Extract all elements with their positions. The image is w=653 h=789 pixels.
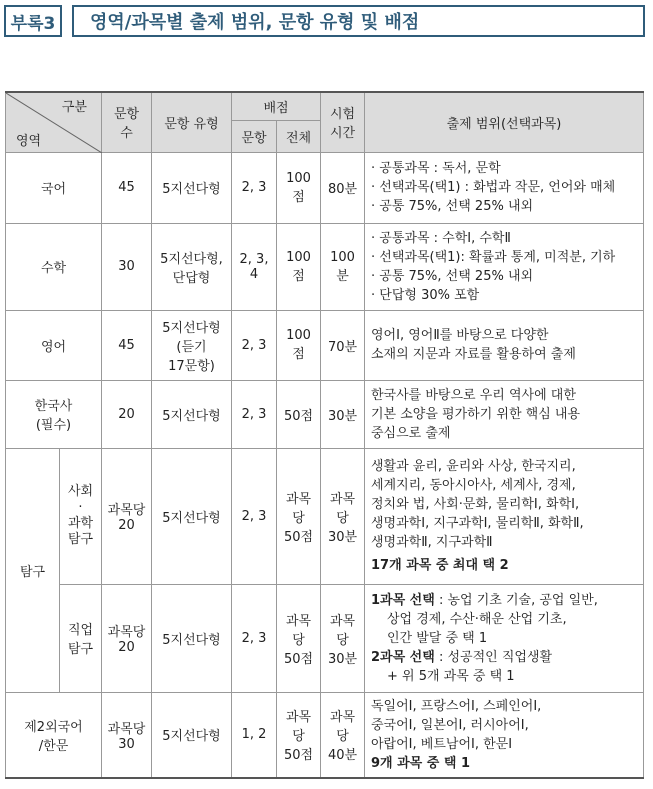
range-line: 정치와 법, 사회·문화, 물리학Ⅰ, 화학Ⅰ, <box>371 497 580 512</box>
type-cell: 5지선다형 <box>152 692 232 778</box>
range-line: 영어Ⅰ, 영어Ⅱ를 바탕으로 다양한 <box>371 328 549 343</box>
time-cell: 과목당 40분 <box>321 692 365 778</box>
range-line: 상업 경제, 수산·해운 산업 기초, <box>387 611 567 627</box>
row-inquiry-vocational <box>6 584 644 692</box>
time-cell: 30분 <box>321 380 365 448</box>
area-cell: 수학 <box>6 223 102 310</box>
header-category-area <box>6 92 102 152</box>
range-note: 9개 과목 중 택 1 <box>371 755 470 771</box>
points-total-cell: 50점 <box>277 380 321 448</box>
header-points-item: 문항 <box>232 120 277 152</box>
area-cell: 탐구 <box>6 448 60 692</box>
type-cell: 5지선다형 <box>152 380 232 448</box>
type-cell: 5지선다형 <box>152 152 232 223</box>
points-total-cell: 과목 당 50점 <box>277 448 321 584</box>
num-cell: 과목당 20 <box>102 584 152 692</box>
range-line: 인간 발달 중 택 1 <box>387 630 488 646</box>
range-line <box>371 648 639 667</box>
range-line: · 단답형 30% 포함 <box>371 287 480 303</box>
type-cell: 5지선다형 <box>152 448 232 584</box>
range-line: 생활과 윤리, 윤리와 사상, 한국지리, <box>371 459 576 474</box>
range-cell <box>365 380 644 448</box>
range-cell <box>365 152 644 223</box>
points-total-cell: 과목 당 50점 <box>277 692 321 778</box>
range-line: 중심으로 출제 <box>371 425 451 441</box>
range-line: · 공통 75%, 선택 25% 내외 <box>371 199 534 214</box>
range-line: · 선택과목(택1) : 화법과 작문, 언어와 매체 <box>371 180 616 195</box>
header-range: 출제 범위(선택과목) <box>365 92 644 152</box>
range-line: 기본 소양을 평가하기 위한 핵심 내용 <box>371 406 581 422</box>
num-cell: 과목당 30 <box>102 692 152 778</box>
range-line: 생명과학Ⅰ, 지구과학Ⅰ, 물리학Ⅱ, 화학Ⅱ, <box>371 516 584 531</box>
range-line: 세계지리, 동아시아사, 세계사, 경제, <box>371 478 576 493</box>
header-item-type: 문항 유형 <box>152 92 232 152</box>
range-line: · 공통과목 : 독서, 문학 <box>371 161 501 176</box>
points-total-cell: 과목 당 50점 <box>277 584 321 692</box>
num-cell: 과목당 20 <box>102 448 152 584</box>
points-item-cell: 2, 3, 4 <box>232 223 277 310</box>
range-text: : 성공적인 직업생활 <box>438 649 553 665</box>
range-line: 생명과학Ⅱ, 지구과학Ⅱ <box>371 535 493 550</box>
time-cell: 70분 <box>321 310 365 380</box>
header-points-total: 전체 <box>277 120 321 152</box>
range-cell <box>365 448 644 584</box>
type-cell: 5지선다형, 단답형 <box>152 223 232 310</box>
points-item-cell: 2, 3 <box>232 380 277 448</box>
page-title: 영역/과목별 출제 범위, 문항 유형 및 배점 <box>72 5 645 37</box>
exam-table <box>5 91 644 779</box>
range-line: 중국어Ⅰ, 일본어Ⅰ, 러시아어Ⅰ, <box>371 717 529 733</box>
range-cell <box>365 310 644 380</box>
range-line: 독일어Ⅰ, 프랑스어Ⅰ, 스페인어Ⅰ, <box>371 698 542 714</box>
row-english <box>6 310 644 380</box>
area-cell: 제2외국어 /한문 <box>6 692 102 778</box>
subarea-cell: 사회 · 과학 탐구 <box>60 448 102 584</box>
row-history <box>6 380 644 448</box>
range-line: · 공통과목 : 수학Ⅰ, 수학Ⅱ <box>371 230 511 246</box>
range-label: 2과목 선택 <box>371 649 435 665</box>
num-cell: 45 <box>102 310 152 380</box>
header-area: 영역 <box>16 133 42 149</box>
row-foreign <box>6 692 644 778</box>
appendix-tag: 부록3 <box>4 5 62 37</box>
points-item-cell: 2, 3 <box>232 152 277 223</box>
header-category: 구분 <box>61 100 87 115</box>
num-cell: 45 <box>102 152 152 223</box>
type-cell: 5지선다형 <box>152 584 232 692</box>
row-math <box>6 223 644 310</box>
range-line <box>371 591 639 610</box>
range-line: 소재의 지문과 자료를 활용하여 출제 <box>371 347 576 362</box>
num-cell: 20 <box>102 380 152 448</box>
time-cell: 과목당 30분 <box>321 448 365 584</box>
points-total-cell: 100점 <box>277 152 321 223</box>
header-time: 시험 시간 <box>321 92 365 152</box>
points-item-cell: 1, 2 <box>232 692 277 778</box>
row-inquiry-social <box>6 448 644 584</box>
range-line: · 선택과목(택1): 확률과 통계, 미적분, 기하 <box>371 249 616 265</box>
range-note: 17개 과목 중 최대 택 2 <box>371 558 509 573</box>
range-line: · 공통 75%, 선택 25% 내외 <box>371 268 534 284</box>
range-line: + 위 5개 과목 중 택 1 <box>387 668 515 684</box>
num-cell: 30 <box>102 223 152 310</box>
points-total-cell: 100점 <box>277 223 321 310</box>
subarea-cell: 직업 탐구 <box>60 584 102 692</box>
range-cell <box>365 692 644 778</box>
points-total-cell: 100점 <box>277 310 321 380</box>
points-item-cell: 2, 3 <box>232 584 277 692</box>
time-cell: 과목당 30분 <box>321 584 365 692</box>
type-cell: 5지선다형 (듣기 17문항) <box>152 310 232 380</box>
area-cell: 영어 <box>6 310 102 380</box>
header-points: 배점 <box>232 92 321 120</box>
area-cell: 국어 <box>6 152 102 223</box>
header-num-items: 문항 수 <box>102 92 152 152</box>
range-line: 아랍어Ⅰ, 베트남어Ⅰ, 한문Ⅰ <box>371 736 513 752</box>
row-korean <box>6 152 644 223</box>
range-line: 한국사를 바탕으로 우리 역사에 대한 <box>371 387 576 403</box>
range-cell <box>365 223 644 310</box>
points-item-cell: 2, 3 <box>232 310 277 380</box>
time-cell: 80분 <box>321 152 365 223</box>
points-item-cell: 2, 3 <box>232 448 277 584</box>
range-label: 1과목 선택 <box>371 592 435 608</box>
range-cell <box>365 584 644 692</box>
area-cell: 한국사 (필수) <box>6 380 102 448</box>
time-cell: 100분 <box>321 223 365 310</box>
range-text: : 농업 기초 기술, 공업 일반, <box>438 592 598 608</box>
